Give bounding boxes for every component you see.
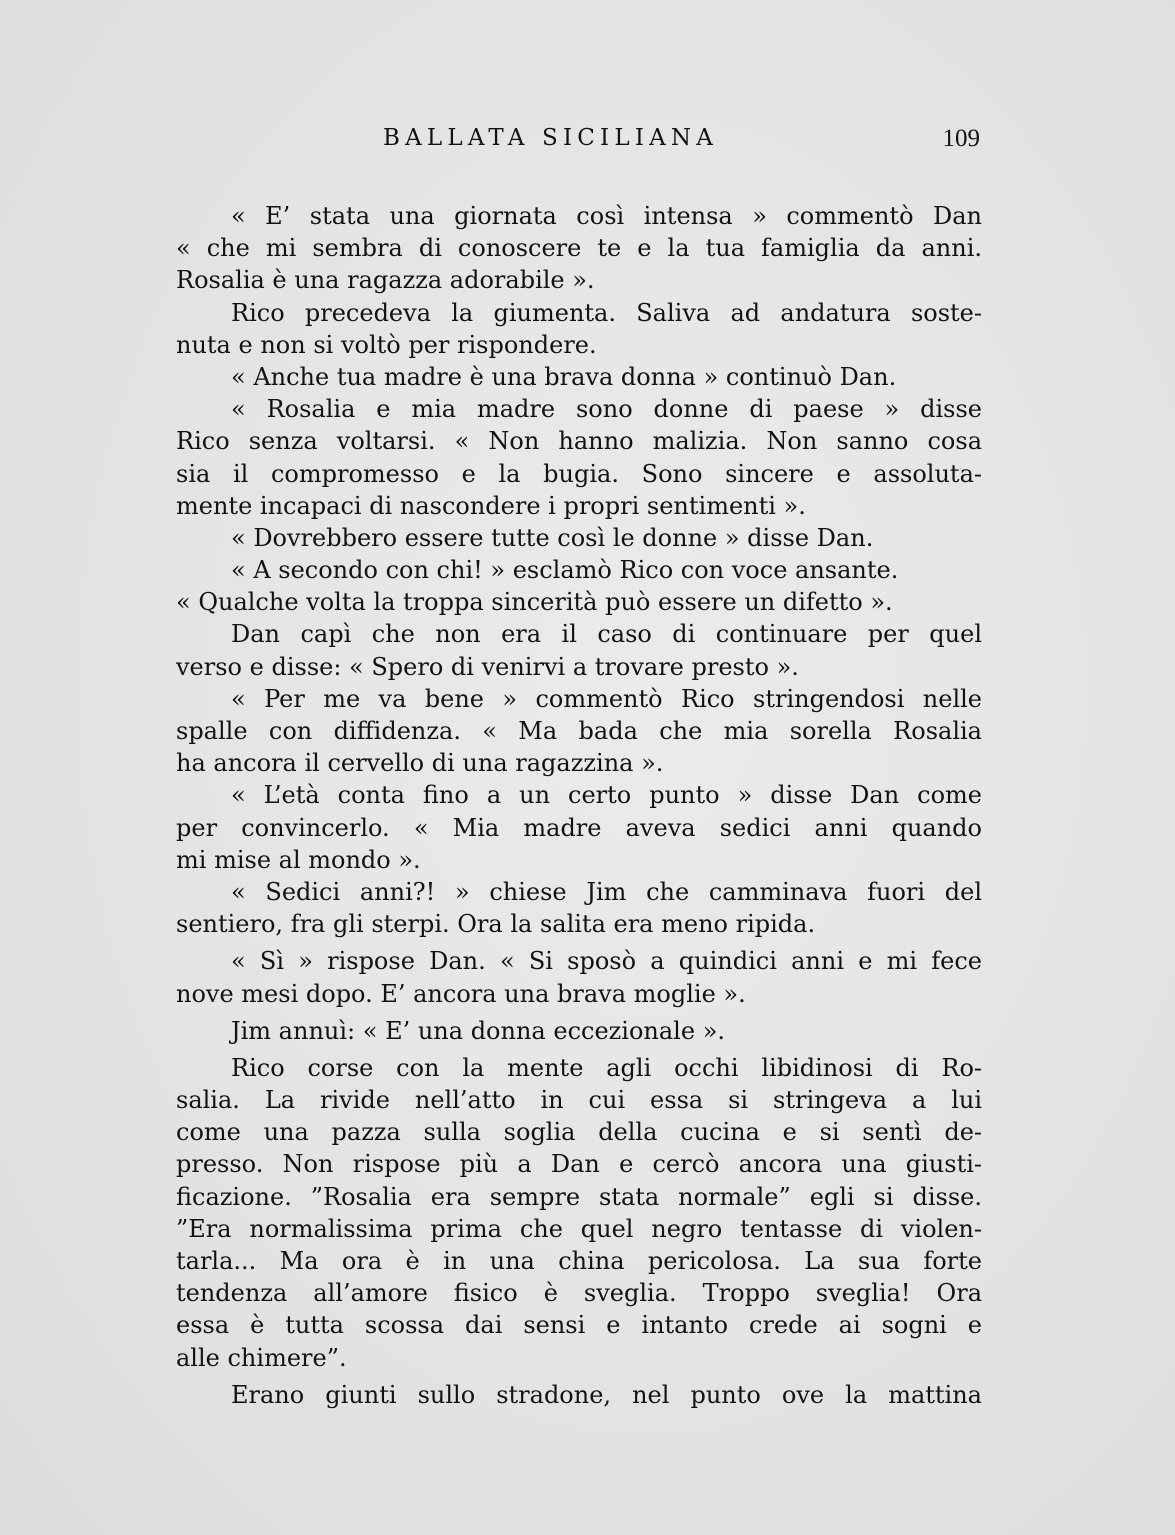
text-line: Rosalia è una ragazza adorabile ».: [176, 266, 595, 295]
text-line: Rico corse con la mente agli occhi libidinosi di Ro-: [231, 1053, 982, 1082]
text-line: essa è tutta scossa dai sensi e intanto crede ai sogni e: [176, 1311, 982, 1340]
text-line: tarla... Ma ora è in una china pericolosa. La sua forte: [176, 1247, 982, 1275]
text-line: « Sedici anni?! » chiese Jim che camminava fuori del: [231, 877, 982, 906]
page-header: [176, 125, 982, 157]
text-line: Rico precedeva la giumenta. Saliva ad andatura soste-: [231, 298, 982, 327]
text-line: « Sì » rispose Dan. « Si sposò a quindici anni e mi fece: [231, 947, 982, 976]
text-line: verso e disse: « Spero di venirvi a trovare presto ».: [176, 652, 799, 681]
text-line: nuta e non si voltò per rispondere.: [176, 330, 597, 359]
text-line: sia il compromesso e la bugia. Sono sincere e assoluta-: [176, 459, 982, 488]
text-line: Rico senza voltarsi. « Non hanno malizia. Non sanno cosa: [176, 427, 982, 456]
text-line: come una pazza sulla soglia della cucina e si sentì de-: [176, 1118, 982, 1147]
text-line: ficazione. ”Rosalia era sempre stata normale” egli si disse.: [176, 1182, 982, 1211]
text-line: salia. La rivide nell’atto in cui essa si stringeva a lui: [176, 1086, 982, 1115]
text-line: mente incapaci di nascondere i propri sentimenti ».: [176, 491, 806, 520]
body-text: [176, 200, 982, 1411]
text-line: sentiero, fra gli sterpi. Ora la salita era meno ripida.: [176, 910, 816, 939]
text-line: « Dovrebbero essere tutte così le donne » disse Dan.: [231, 523, 874, 552]
text-line: « Anche tua madre è una brava donna » continuò Dan.: [231, 362, 897, 391]
text-line: Jim annuì: « E’ una donna eccezionale ».: [231, 1016, 726, 1045]
text-line: ha ancora il cervello di una ragazzina ».: [176, 749, 664, 778]
text-line: mi mise al mondo ».: [176, 845, 421, 874]
text-line: tendenza all’amore fisico è sveglia. Troppo sveglia! Ora: [176, 1279, 982, 1308]
text-line: Dan capì che non era il caso di continuare per quel: [231, 620, 982, 649]
text-line: nove mesi dopo. E’ ancora una brava moglie ».: [176, 979, 746, 1008]
text-line: ”Era normalissima prima che quel negro tentasse di violen-: [176, 1214, 982, 1243]
text-line: « L’età conta fino a un certo punto » disse Dan come: [231, 781, 982, 810]
text-line: « A secondo con chi! » esclamò Rico con voce ansante.: [231, 556, 899, 585]
text-line: « E’ stata una giornata così intensa » commentò Dan: [231, 202, 982, 230]
text-line: « Per me va bene » commentò Rico stringendosi nelle: [231, 684, 982, 713]
text-line: « Rosalia e mia madre sono donne di paese » disse: [231, 395, 982, 424]
text-line: per convincerlo. « Mia madre aveva sedici anni quando: [176, 813, 982, 842]
text-line: presso. Non rispose più a Dan e cercò ancora una giusti-: [176, 1150, 982, 1179]
page-number: 109: [942, 125, 980, 152]
running-title: BALLATA SICILIANA: [383, 125, 719, 151]
text-line: alle chimere”.: [176, 1343, 347, 1372]
text-line: spalle con diffidenza. « Ma bada che mia sorella Rosalia: [176, 717, 982, 745]
text-line: « Qualche volta la troppa sincerità può essere un difetto ».: [176, 588, 893, 617]
text-line: « che mi sembra di conoscere te e la tua famiglia da anni.: [176, 234, 982, 263]
text-line: Erano giunti sullo stradone, nel punto ove la mattina: [231, 1380, 982, 1409]
